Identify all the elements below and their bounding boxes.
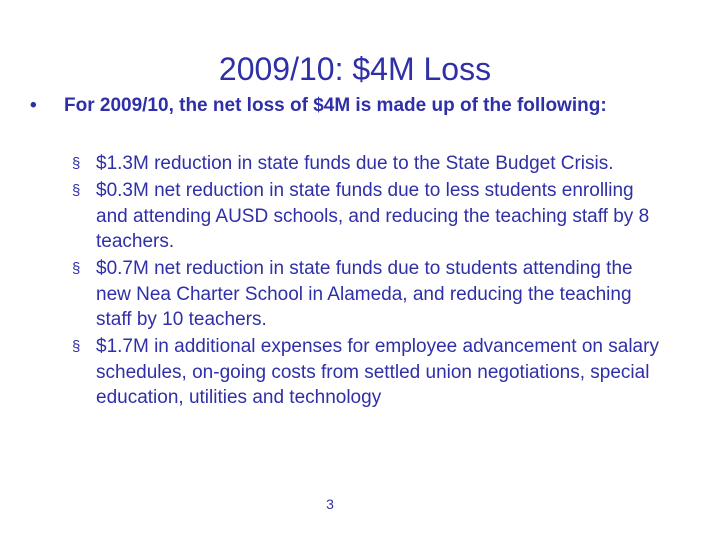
main-bullet [30,93,670,118]
page-number: 3 [326,496,334,512]
sub-bullet-item [72,334,662,411]
sub-bullet-item [72,178,662,255]
sub-bullet-text: $1.7M in additional expenses for employee advancement on salary schedules, on-going costs from settled union negotiations, special education, utilities and technology [96,336,659,408]
main-bullet-text: For 2009/10, the net loss of $4M is made up of the following: [64,95,607,116]
sub-bullet-text: $1.3M reduction in state funds due to the State Budget Crisis. [96,153,614,174]
section-sign-icon: § [72,155,81,172]
sub-bullet-list [72,151,662,412]
sub-bullet-item [72,256,662,333]
sub-bullet-text: $0.3M net reduction in state funds due to less students enrolling and attending AUSD schools, and reducing the teaching staff by 8 teachers. [96,180,650,252]
slide-title: 2009/10: $4M Loss [218,51,492,88]
bullet-dot-icon: • [30,95,37,116]
section-sign-icon: § [72,182,81,199]
sub-bullet-item [72,151,662,177]
section-sign-icon: § [72,338,81,355]
sub-bullet-text: $0.7M net reduction in state funds due to students attending the new Nea Charter School in Alameda, and reducing the teaching staff by 10 teachers. [96,258,633,330]
section-sign-icon: § [72,260,81,277]
